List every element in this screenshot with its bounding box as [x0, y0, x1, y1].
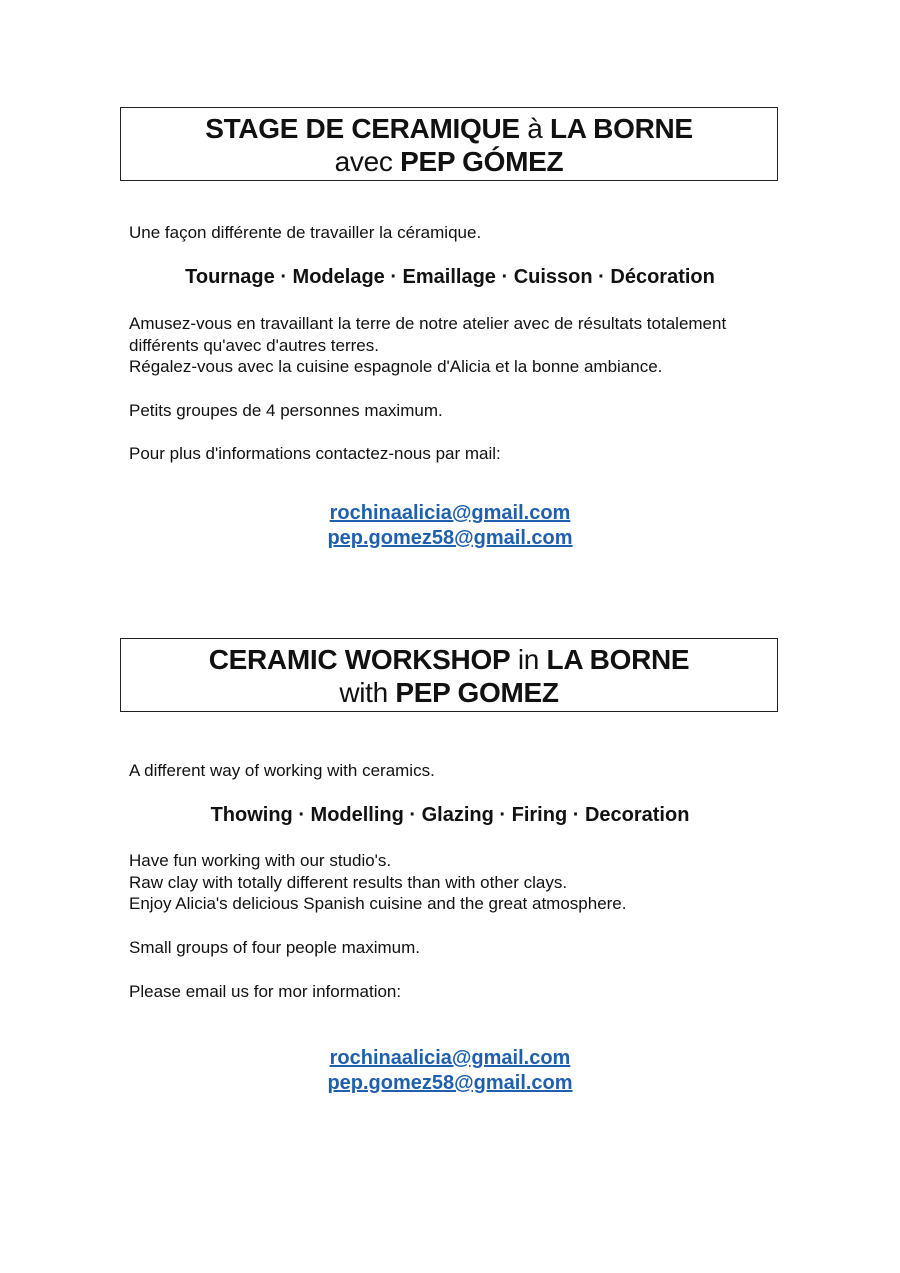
french-title-with: avec	[334, 146, 393, 177]
english-body	[129, 850, 789, 915]
email-link-pep[interactable]: pep.gomez58@gmail.com	[327, 1072, 573, 1094]
french-activities: Tournage · Modelage · Emaillage · Cuisson · Décoration	[185, 266, 715, 288]
english-title-main: CERAMIC WORKSHOP	[208, 644, 511, 675]
english-groups: Small groups of four people maximum.	[129, 938, 421, 957]
english-contact: Please email us for mor information:	[129, 982, 402, 1001]
english-body-line: Raw clay with totally different results than with other clays.	[129, 872, 568, 892]
french-body-line: Régalez-vous avec la cuisine espagnole d'Alicia et la bonne ambiance.	[129, 357, 663, 376]
english-title-name: PEP GOMEZ	[395, 677, 559, 708]
french-emails	[0, 501, 900, 551]
english-title-line-1	[121, 643, 777, 676]
email-link-alicia[interactable]: rochinaalicia@gmail.com	[329, 502, 571, 524]
english-title-line-2	[121, 676, 777, 709]
french-title-box	[120, 107, 778, 181]
french-body	[129, 313, 789, 378]
french-title-line-1	[121, 112, 777, 145]
french-contact: Pour plus d'informations contactez-nous par mail:	[129, 444, 501, 463]
french-body-line: Amusez-vous en travaillant la terre de notre atelier avec de résultats totalement	[129, 314, 727, 333]
french-title-main: STAGE DE CERAMIQUE	[205, 113, 520, 144]
english-title-with: with	[339, 677, 388, 708]
english-body-line: Enjoy Alicia's delicious Spanish cuisine and the great atmosphere.	[129, 894, 627, 913]
french-body-line: différents qu'avec d'autres terres.	[129, 335, 379, 355]
english-title-connector: in	[517, 644, 540, 675]
french-title-place: LA BORNE	[550, 113, 693, 144]
email-link-alicia[interactable]: rochinaalicia@gmail.com	[329, 1047, 571, 1069]
english-title-box	[120, 638, 778, 712]
french-title-line-2	[121, 145, 777, 178]
email-link-pep[interactable]: pep.gomez58@gmail.com	[327, 527, 573, 549]
french-title-name: PEP GÓMEZ	[400, 146, 564, 177]
french-groups: Petits groupes de 4 personnes maximum.	[129, 401, 443, 420]
english-emails	[0, 1046, 900, 1096]
french-intro: Une façon différente de travailler la céramique.	[129, 223, 482, 242]
english-intro: A different way of working with ceramics.	[129, 761, 435, 780]
english-body-line: Have fun working with our studio's.	[129, 851, 392, 870]
english-title-place: LA BORNE	[546, 644, 690, 675]
english-activities: Thowing · Modelling · Glazing · Firing · Decoration	[210, 804, 690, 826]
french-title-connector: à	[527, 113, 543, 144]
